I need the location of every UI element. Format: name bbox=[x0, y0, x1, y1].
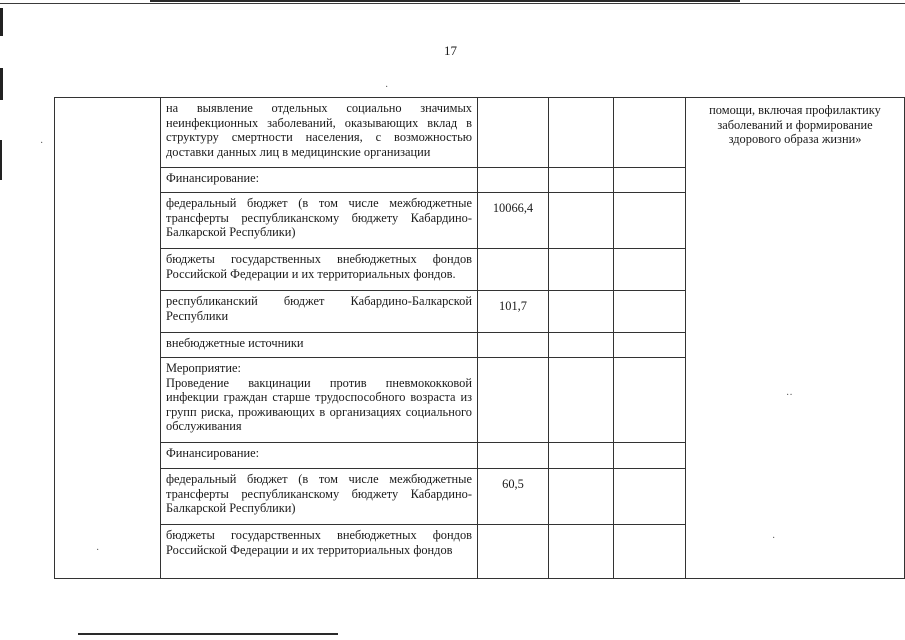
row-description: республиканский бюджет Кабардино-Балкарской Республики bbox=[161, 291, 478, 333]
scan-speck: · bbox=[772, 533, 776, 544]
empty-cell bbox=[549, 525, 614, 579]
empty-cell bbox=[549, 98, 614, 168]
scan-speck: · bbox=[40, 138, 44, 149]
empty-cell bbox=[549, 333, 614, 358]
empty-cell bbox=[614, 249, 686, 291]
scan-edge-bottom bbox=[78, 633, 338, 635]
row-description: бюджеты государственных внебюджетных фондов Российской Федерации и их территориальных фондов. bbox=[161, 249, 478, 291]
empty-cell bbox=[614, 469, 686, 525]
scan-edge-line bbox=[0, 3, 905, 4]
empty-cell bbox=[614, 291, 686, 333]
scan-speck: ·· bbox=[786, 390, 793, 401]
row-description: Финансирование: bbox=[161, 443, 478, 469]
row-value: 101,7 bbox=[478, 291, 549, 333]
row-value bbox=[478, 249, 549, 291]
page-number: 17 bbox=[444, 43, 457, 58]
empty-cell bbox=[614, 525, 686, 579]
empty-cell bbox=[549, 193, 614, 249]
row-value: 60,5 bbox=[478, 469, 549, 525]
scan-speck: · bbox=[385, 82, 389, 93]
row-value: 10066,4 bbox=[478, 193, 549, 249]
empty-cell bbox=[614, 98, 686, 168]
row-value bbox=[478, 358, 549, 443]
empty-first-column bbox=[55, 98, 161, 579]
row-description: Мероприятие: Проведение вакцинации против пневмококковой инфекции граждан старше трудоспособного возраста из групп риска, проживающих в организациях социального обслуживания bbox=[161, 358, 478, 443]
empty-cell bbox=[614, 193, 686, 249]
empty-cell bbox=[614, 333, 686, 358]
budget-table bbox=[54, 97, 905, 579]
row-description: бюджеты государственных внебюджетных фондов Российской Федерации и их территориальных фондов bbox=[161, 525, 478, 579]
empty-cell bbox=[549, 249, 614, 291]
empty-cell bbox=[614, 358, 686, 443]
goal-cell: помощи, включая профилактику заболеваний и формирование здорового образа жизни» bbox=[686, 98, 905, 579]
row-value bbox=[478, 443, 549, 469]
scan-edge-mark bbox=[0, 8, 3, 36]
row-description: внебюджетные источники bbox=[161, 333, 478, 358]
empty-cell bbox=[614, 168, 686, 193]
scan-speck: · bbox=[96, 545, 100, 556]
row-value bbox=[478, 168, 549, 193]
empty-cell bbox=[549, 469, 614, 525]
row-description: Финансирование: bbox=[161, 168, 478, 193]
empty-cell bbox=[549, 291, 614, 333]
scan-edge-mark bbox=[0, 68, 3, 100]
row-value bbox=[478, 98, 549, 168]
scan-edge-top bbox=[150, 0, 740, 2]
table-row bbox=[55, 98, 905, 168]
scan-edge-mark bbox=[0, 140, 2, 180]
row-description: федеральный бюджет (в том числе межбюджетные трансферты республиканскому бюджету Кабардино-Балкарской Республики) bbox=[161, 469, 478, 525]
empty-cell bbox=[549, 358, 614, 443]
row-description: на выявление отдельных социально значимых неинфекционных заболеваний, оказывающих вклад в структуру смертности населения, с возможностью доставки данных лиц в медицинские организации bbox=[161, 98, 478, 168]
empty-cell bbox=[614, 443, 686, 469]
row-description: федеральный бюджет (в том числе межбюджетные трансферты республиканскому бюджету Кабардино-Балкарской Республики) bbox=[161, 193, 478, 249]
row-value bbox=[478, 333, 549, 358]
empty-cell bbox=[549, 168, 614, 193]
empty-cell bbox=[549, 443, 614, 469]
row-value bbox=[478, 525, 549, 579]
